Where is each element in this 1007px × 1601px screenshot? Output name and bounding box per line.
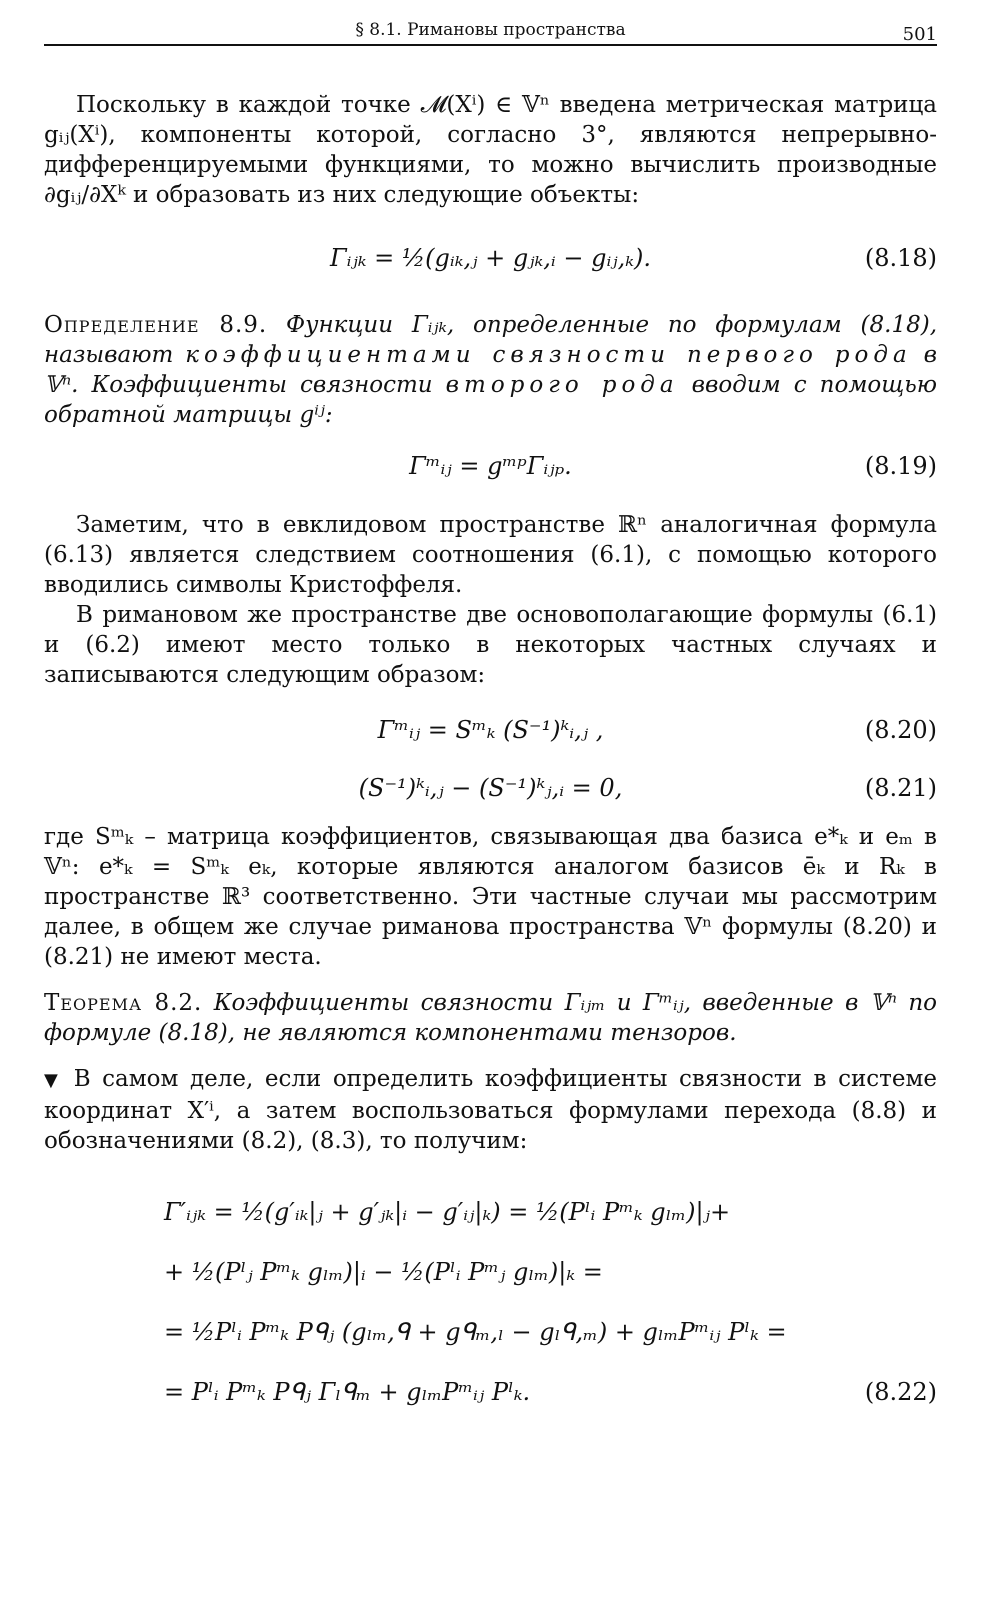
definition-text-c: в 𝕍ⁿ. Коэффициенты связности xyxy=(44,342,938,398)
definition-text-e: вводим с помощью обратной матрицы gⁱʲ: xyxy=(44,372,938,428)
theorem-text: Коэффициенты связности Γᵢⱼₘ и Γᵐᵢⱼ, введенные в 𝕍ⁿ по формуле (8.18), не являются компонентами тензоров. xyxy=(44,990,937,1046)
page xyxy=(44,10,937,1422)
equation-8-21-formula: (S⁻¹)ᵏᵢ,ⱼ − (S⁻¹)ᵏⱼ,ᵢ = 0, xyxy=(358,774,623,802)
theorem-label: Теорема 8.2. xyxy=(44,990,203,1016)
equation-8-22-line-4: = Pˡᵢ Pᵐₖ Pᑫⱼ Γₗᑫₘ + gₗₘPᵐᵢⱼ Pˡₖ. xyxy=(164,1378,531,1406)
page-number: 501 xyxy=(902,24,937,45)
definition-text-a: Функции Γᵢⱼₖ, определенные по формулам (8.18), называют xyxy=(44,312,937,368)
paragraph-1: Поскольку в каждой точке 𝓜(Xⁱ) ∈ 𝕍ⁿ введена метрическая матрица gᵢⱼ(Xⁱ), компоненты которой, согласно 3°, являются непрерывно-дифференцируемыми функциями, то можно вычислить производные ∂gᵢⱼ/∂Xᵏ и образовать из них следующие объекты: xyxy=(44,92,937,208)
running-header xyxy=(44,10,937,46)
equation-8-22-line-3: = ½Pˡᵢ Pᵐₖ Pᑫⱼ (gₗₘ,ᑫ + gᑫₘ,ₗ − gₗᑫ,ₘ) + gₗₘPᵐᵢⱼ Pˡₖ = xyxy=(164,1318,787,1346)
equation-8-22-line-1: Γ′ᵢⱼₖ = ½(g′ᵢₖ|ⱼ + g′ⱼₖ|ᵢ − g′ᵢⱼ|ₖ) = ½(Pˡᵢ Pᵐₖ gₗₘ)|ⱼ+ xyxy=(164,1198,731,1226)
equation-8-20-formula: Γᵐᵢⱼ = Sᵐₖ (S⁻¹)ᵏᵢ,ⱼ , xyxy=(377,716,604,744)
equation-8-20 xyxy=(44,690,937,760)
definition-term-second-kind: второго рода xyxy=(445,372,679,398)
proof-start-triangle-icon: ▼ xyxy=(44,1070,63,1091)
equation-8-22 xyxy=(164,1182,937,1422)
equation-8-19-number: (8.19) xyxy=(864,452,937,480)
equation-8-21-number: (8.21) xyxy=(864,774,937,802)
equation-8-19 xyxy=(44,430,937,510)
equation-8-18-number: (8.18) xyxy=(864,244,937,272)
equation-8-21 xyxy=(44,760,937,822)
paragraph-4: где Sᵐₖ – матрица коэффициентов, связывающая два базиса e*ₖ и eₘ в 𝕍ⁿ: e*ₖ = Sᵐₖ eₖ, которые являются аналогом базисов ēₖ и Rₖ в пространстве ℝ³ соответственно. Эти частные случаи мы рассмотрим далее, в общем же случае риманова пространства 𝕍ⁿ формулы (8.20) и (8.21) не имеют места. xyxy=(44,824,937,970)
equation-8-22-line-2: + ½(Pˡⱼ Pᵐₖ gₗₘ)|ᵢ − ½(Pˡᵢ Pᵐⱼ gₗₘ)|ₖ = xyxy=(164,1258,603,1286)
equation-8-18-formula: Γᵢⱼₖ = ½(gᵢₖ,ⱼ + gⱼₖ,ᵢ − gᵢⱼ,ₖ). xyxy=(329,244,652,272)
paragraph-3: В римановом же пространстве две основополагающие формулы (6.1) и (6.2) имеют место только в некоторых частных случаях и записываются следующим образом: xyxy=(44,602,937,688)
equation-8-22-number: (8.22) xyxy=(864,1378,937,1406)
definition-term-first-kind: коэффициентами связности первого рода xyxy=(185,342,912,368)
equation-8-19-formula: Γᵐᵢⱼ = gᵐᵖΓᵢⱼₚ. xyxy=(409,452,572,480)
theorem-8-2 xyxy=(44,988,937,1048)
definition-label: Определение 8.9. xyxy=(44,312,268,338)
proof-text: В самом деле, если определить коэффициенты связности в системе координат X′ⁱ, а затем воспользоваться формулами перехода (8.8) и обозначениями (8.2), (8.3), то получим: xyxy=(44,1066,937,1154)
paragraph-2: Заметим, что в евклидовом пространстве ℝⁿ аналогичная формула (6.13) является следствием соотношения (6.1), с помощью которого вводились символы Кристоффеля. xyxy=(44,512,937,598)
equation-8-18 xyxy=(44,210,937,310)
running-title: § 8.1. Римановы пространства xyxy=(355,20,626,40)
proof-paragraph xyxy=(44,1064,937,1156)
equation-8-20-number: (8.20) xyxy=(864,716,937,744)
definition-8-9 xyxy=(44,310,937,430)
